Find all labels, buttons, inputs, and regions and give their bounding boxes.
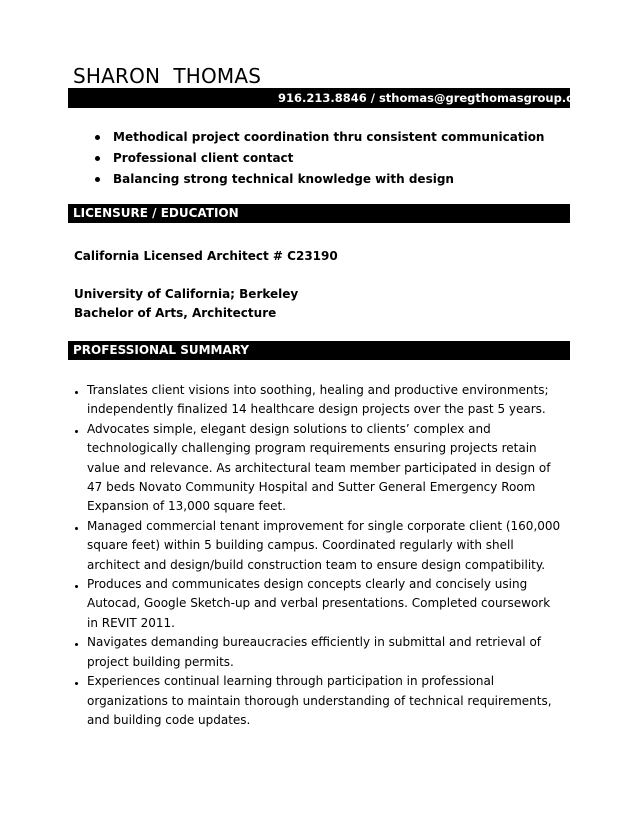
highlights-list	[92, 127, 544, 190]
summary-line: architect and design/build construction team to ensure design compatibility.	[87, 557, 546, 572]
contact-info: 916.213.8846 / sthomas@gregthomasgroup.com	[278, 91, 593, 105]
bullet-icon	[75, 527, 78, 530]
degree-line: Bachelor of Arts, Architecture	[74, 306, 277, 320]
education-section-title: LICENSURE / EDUCATION	[73, 206, 239, 220]
summary-line: organizations to maintain thorough understanding of technical requirements,	[87, 693, 552, 708]
summary-item	[76, 517, 576, 575]
summary-line: 47 beds Novato Community Hospital and Sutter General Emergency Room	[87, 480, 536, 495]
highlight-item	[92, 169, 544, 190]
summary-section-header	[68, 341, 570, 360]
summary-line: Produces and communicates design concepts clearly and concisely using	[87, 577, 528, 592]
summary-item	[76, 633, 576, 672]
summary-line: Navigates demanding bureaucracies efficiently in submittal and retrieval of	[87, 635, 542, 650]
summary-section-title: PROFESSIONAL SUMMARY	[73, 343, 250, 357]
highlight-item	[92, 127, 544, 148]
summary-item	[76, 420, 576, 517]
bullet-icon	[95, 156, 100, 161]
summary-item	[76, 381, 576, 420]
bullet-icon	[95, 177, 100, 182]
summary-line: Managed commercial tenant improvement for single corporate client (160,000	[87, 518, 561, 533]
summary-line: square feet) within 5 building campus. Coordinated regularly with shell	[87, 538, 514, 553]
highlight-item	[92, 148, 544, 169]
education-section-header	[68, 204, 570, 223]
summary-line: Expansion of 13,000 square feet.	[87, 499, 286, 514]
summary-line: Experiences continual learning through participation in professional	[87, 674, 495, 689]
contact-bar	[68, 88, 593, 108]
highlight-text: Methodical project coordination thru consistent communication	[113, 130, 545, 144]
bullet-icon	[75, 682, 78, 685]
summary-line: project building permits.	[87, 654, 234, 669]
summary-list	[76, 381, 576, 730]
school-line: University of California; Berkeley	[74, 287, 299, 301]
highlight-text: Professional client contact	[113, 151, 294, 165]
bullet-icon	[75, 585, 78, 588]
bullet-icon	[75, 430, 78, 433]
summary-line: Autocad, Google Sketch-up and verbal presentations. Completed coursework	[87, 596, 551, 611]
candidate-name: SHARON THOMAS	[73, 64, 262, 88]
bullet-icon	[75, 391, 78, 394]
highlight-text: Balancing strong technical knowledge with design	[113, 172, 454, 186]
summary-line: value and relevance. As architectural team member participated in design of	[87, 460, 551, 475]
summary-item	[76, 672, 576, 730]
summary-line: Advocates simple, elegant design solutions to clients’ complex and	[87, 421, 491, 436]
summary-line: technologically challenging program requirements ensuring projects retain	[87, 441, 537, 456]
bullet-icon	[95, 135, 100, 140]
bullet-icon	[75, 643, 78, 646]
summary-item	[76, 575, 576, 633]
summary-line: in REVIT 2011.	[87, 615, 175, 630]
summary-line: and building code updates.	[87, 712, 251, 727]
license-line: California Licensed Architect # C23190	[74, 249, 338, 263]
summary-line: Translates client visions into soothing, healing and productive environments;	[87, 383, 549, 397]
summary-line: independently finalized 14 healthcare design projects over the past 5 years.	[87, 402, 546, 417]
